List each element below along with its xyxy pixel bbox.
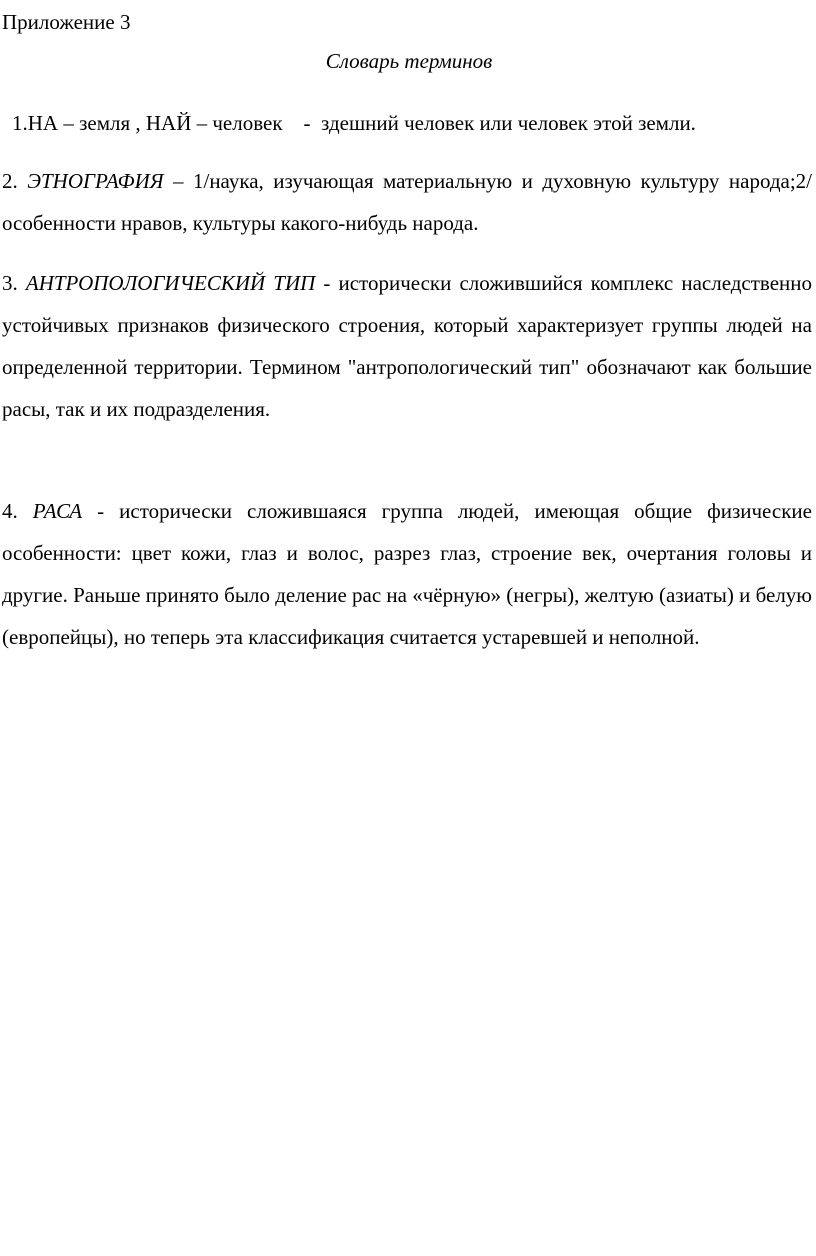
item-2-definition: – 1/наука, изучающая материальную и духовную культуру народа;2/ особенности нравов, культуры какого-нибудь народа. bbox=[2, 169, 813, 235]
item-3-definition: - исторически сложившийся комплекс наследственно устойчивых признаков физического строения, который характеризует группы людей на определенной территории. Термином "антропологический тип" обозначают как большие расы, так и их подразделения. bbox=[2, 271, 813, 421]
appendix-label: Приложение 3 bbox=[2, 10, 131, 34]
document-title-text: Словарь терминов bbox=[325, 49, 493, 73]
item-4-number: 4. bbox=[2, 499, 33, 523]
document-title bbox=[0, 48, 816, 74]
glossary-item-3 bbox=[2, 262, 812, 430]
item-3-number: 3. bbox=[2, 271, 26, 295]
item-2-term: ЭТНОГРАФИЯ bbox=[27, 169, 164, 193]
item-4-term: РАСА bbox=[32, 499, 83, 523]
item-2-number: 2. bbox=[2, 169, 28, 193]
item-3-term: АНТРОПОЛОГИЧЕСКИЙ ТИП bbox=[25, 271, 316, 295]
item-4-definition: - исторически сложившаяся группа людей, имеющая общие физические особенности: цвет кожи, глаз и волос, разрез глаз, строение век, очертания головы и другие. Раньше принято было деление рас на «чёрную» (негры), желтую (азиаты) и белую (европейцы), но теперь эта классификация считается устаревшей и неполной. bbox=[2, 499, 812, 649]
glossary-item-2 bbox=[2, 160, 812, 244]
glossary-item-4 bbox=[2, 490, 812, 658]
glossary-item-1: 1.НА – земля , НАЙ – человек - здешний человек или человек этой земли. bbox=[12, 111, 696, 135]
